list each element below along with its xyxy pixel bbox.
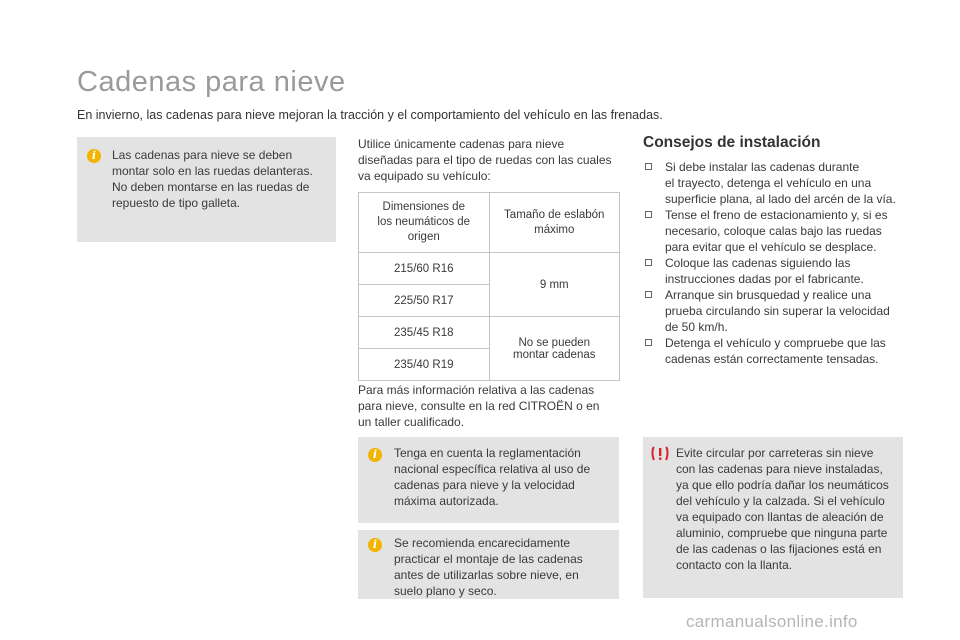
tip-line: superficie plana, al lado del arcén de la vía. — [665, 192, 896, 206]
tip-line: Arranque sin brusquedad y realice una — [665, 288, 872, 302]
link-size-cell — [489, 253, 620, 317]
intro-text: En invierno, las cadenas para nieve mejoran la tracción y el comportamiento del vehículo en las frenadas. — [77, 108, 663, 122]
note-line: Las cadenas para nieve se deben — [112, 148, 293, 162]
tyre-chain-table — [358, 192, 620, 381]
tip-line: prueba circulando sin superar la velocidad — [665, 304, 890, 318]
list-item — [643, 159, 913, 207]
note-line: aluminio, compruebe que ninguna parte — [676, 526, 888, 540]
tip-line: cadenas están correctamente tensadas. — [665, 352, 879, 366]
cell-line: No se pueden — [518, 336, 591, 349]
header-link-size — [489, 193, 620, 253]
note-line: con las cadenas para nieve instaladas, — [676, 462, 883, 476]
tyre-size-cell: 235/40 R19 — [359, 349, 490, 381]
note-line: antes de utilizarlas sobre nieve, en — [394, 568, 579, 582]
note-box-practice — [358, 530, 619, 599]
tip-line: Si debe instalar las cadenas durante — [665, 160, 860, 174]
table-row — [359, 253, 620, 285]
info-icon: i — [368, 538, 382, 552]
note-line: Se recomienda encarecidamente — [394, 536, 571, 550]
paragraph-line: Utilice únicamente cadenas para nieve — [358, 137, 565, 151]
bullet-square-icon — [645, 291, 652, 298]
tyre-size-cell: 225/50 R17 — [359, 285, 490, 317]
bullet-square-icon — [645, 259, 652, 266]
tip-line: de 50 km/h. — [665, 320, 728, 334]
list-item — [643, 207, 913, 255]
link-size-cell — [489, 317, 620, 381]
note-line: repuesto de tipo galleta. — [112, 196, 241, 210]
page-title: Cadenas para nieve — [77, 66, 346, 98]
note-line: practicar el montaje de las cadenas — [394, 552, 583, 566]
header-line: los neumáticos de — [377, 216, 471, 228]
bullet-square-icon — [645, 211, 652, 218]
header-line: origen — [407, 231, 440, 243]
paragraph-line: va equipado su vehículo: — [358, 169, 491, 183]
table-row — [359, 317, 620, 349]
tip-line: Coloque las cadenas siguiendo las — [665, 256, 851, 270]
tip-line: instrucciones dadas por el fabricante. — [665, 272, 864, 286]
header-line: máximo — [534, 223, 575, 236]
note-box-regulations — [358, 437, 619, 523]
bullet-square-icon — [645, 163, 652, 170]
tyre-size-cell: 215/60 R16 — [359, 253, 490, 285]
cell-line: 9 mm — [539, 278, 569, 291]
list-item — [643, 255, 913, 287]
warning-box-no-snow — [643, 437, 903, 598]
list-item — [643, 287, 913, 335]
note-line: montar solo en las ruedas delanteras. — [112, 164, 313, 178]
note-line: nacional específica relativa al uso de — [394, 462, 591, 476]
note-line: ya que ello podría dañar los neumáticos — [676, 478, 889, 492]
tyre-size-cell: 235/45 R18 — [359, 317, 490, 349]
paragraph-line: para nieve, consulte en la red CITROËN o en — [358, 399, 600, 413]
installation-tips-list — [643, 159, 913, 367]
paragraph-line: Para más información relativa a las cadenas — [358, 383, 595, 397]
section-heading-installation: Consejos de instalación — [643, 134, 821, 151]
note-line: de las cadenas o las fijaciones está en — [676, 542, 882, 556]
table-header-row — [359, 193, 620, 253]
note-line: máxima autorizada. — [394, 494, 499, 508]
note-line: del vehículo y la calzada. Si el vehículo — [676, 494, 885, 508]
note-line: Evite circular por carreteras sin nieve — [676, 446, 874, 460]
paragraph-line: un taller cualificado. — [358, 415, 465, 429]
watermark-text: carmanualsonline.info — [686, 612, 858, 631]
list-item — [643, 335, 913, 367]
note-box-front-wheels — [77, 137, 336, 242]
tip-line: Detenga el vehículo y compruebe que las — [665, 336, 886, 350]
note-line: cadenas para nieve y la velocidad — [394, 478, 575, 492]
header-line: Tamaño de eslabón — [504, 208, 605, 221]
note-line: va equipado con llantas de aleación de — [676, 510, 884, 524]
tip-line: para evitar que el vehículo se desplace. — [665, 240, 877, 254]
note-line: suelo plano y seco. — [394, 584, 497, 598]
tip-line: necesario, coloque calas bajo las ruedas — [665, 224, 882, 238]
bullet-square-icon — [645, 339, 652, 346]
tip-line: Tense el freno de estacionamiento y, si es — [665, 208, 888, 222]
header-tyre-size — [359, 193, 490, 253]
header-line: Dimensiones de — [382, 201, 465, 213]
paragraph-more-info — [358, 382, 620, 430]
note-line: Tenga en cuenta la reglamentación — [394, 446, 581, 460]
note-line: contacto con la llanta. — [676, 558, 793, 572]
paragraph-chain-type — [358, 136, 628, 184]
tip-line: el trayecto, detenga el vehículo en una — [665, 176, 872, 190]
warning-icon — [651, 446, 669, 466]
note-line: No deben montarse en las ruedas de — [112, 180, 310, 194]
paragraph-line: diseñadas para el tipo de ruedas con las cuales — [358, 153, 612, 167]
info-icon: i — [368, 448, 382, 462]
cell-line: montar cadenas — [513, 348, 596, 361]
info-icon: i — [87, 149, 101, 163]
